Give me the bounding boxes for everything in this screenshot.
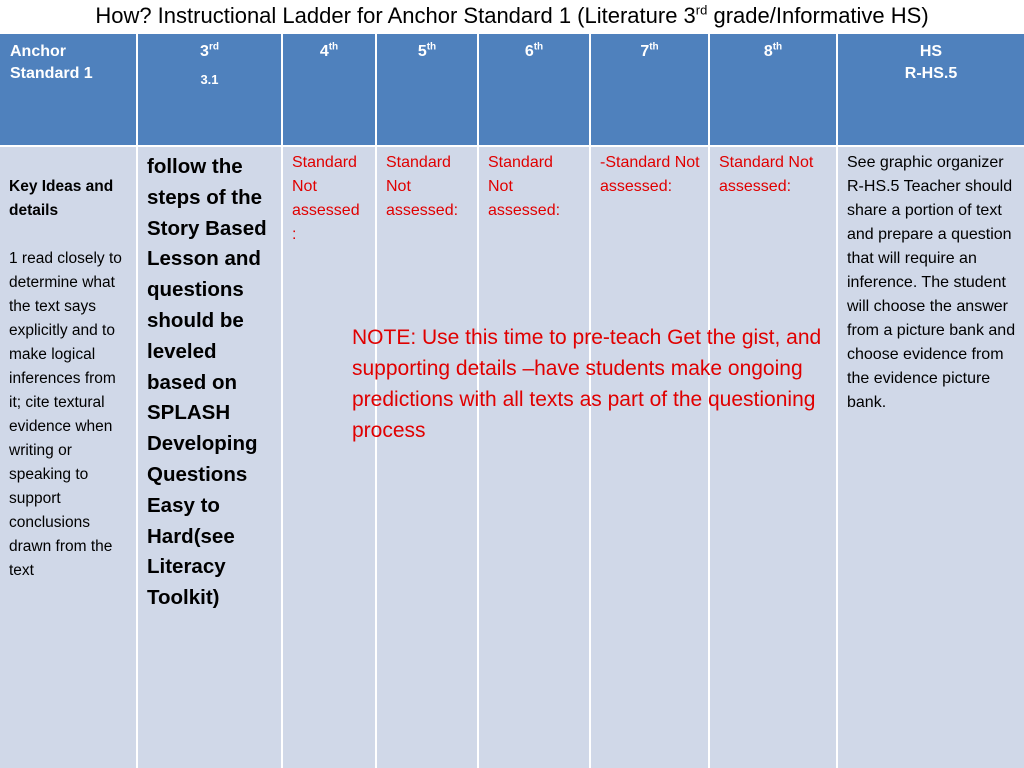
cell-grade-4: Standard Not assessed : — [283, 147, 377, 768]
cell-grade-5: Standard Not assessed: — [377, 147, 479, 768]
anchor-standard-text: 1 read closely to determine what the text says explicitly and to make logical inferences from it; cite textural evidence when writing or speaking to support conclusions drawn from the text — [9, 250, 122, 579]
header-grade-5: 5th — [377, 34, 479, 145]
key-ideas-heading: Key Ideas and details — [9, 178, 114, 219]
header-grade-3: 3rd 3.1 — [138, 34, 283, 145]
cell-grade-7: -Standard Not assessed: — [591, 147, 710, 768]
page-title: How? Instructional Ladder for Anchor Standard 1 (Literature 3rd grade/Informative HS) — [95, 2, 929, 28]
header-grade-7: 7th — [591, 34, 710, 145]
cell-grade-3: follow the steps of the Story Based Lesson and questions should be leveled based on SPLASH Developing Questions Easy to Hard(see Literacy Toolkit) — [138, 147, 283, 768]
header-grade-6: 6th — [479, 34, 591, 145]
cell-anchor-description — [0, 147, 138, 768]
header-hs: HS R-HS.5 — [838, 34, 1024, 145]
cell-hs: See graphic organizer R-HS.5 Teacher should share a portion of text and prepare a question that will require an inference. The student will choose the answer from a picture bank and choose evidence from the evidence picture bank. — [838, 147, 1024, 768]
pre-teach-note: NOTE: Use this time to pre-teach Get the gist, and supporting details –have students make ongoing predictions with all texts as part of the questioning process — [352, 326, 822, 442]
header-anchor-standard: Anchor Standard 1 — [0, 34, 138, 145]
cell-grade-6: Standard Not assessed: — [479, 147, 591, 768]
header-grade-8: 8th — [710, 34, 838, 145]
cell-grade-8: Standard Not assessed: — [710, 147, 838, 768]
header-grade-4: 4th — [283, 34, 377, 145]
